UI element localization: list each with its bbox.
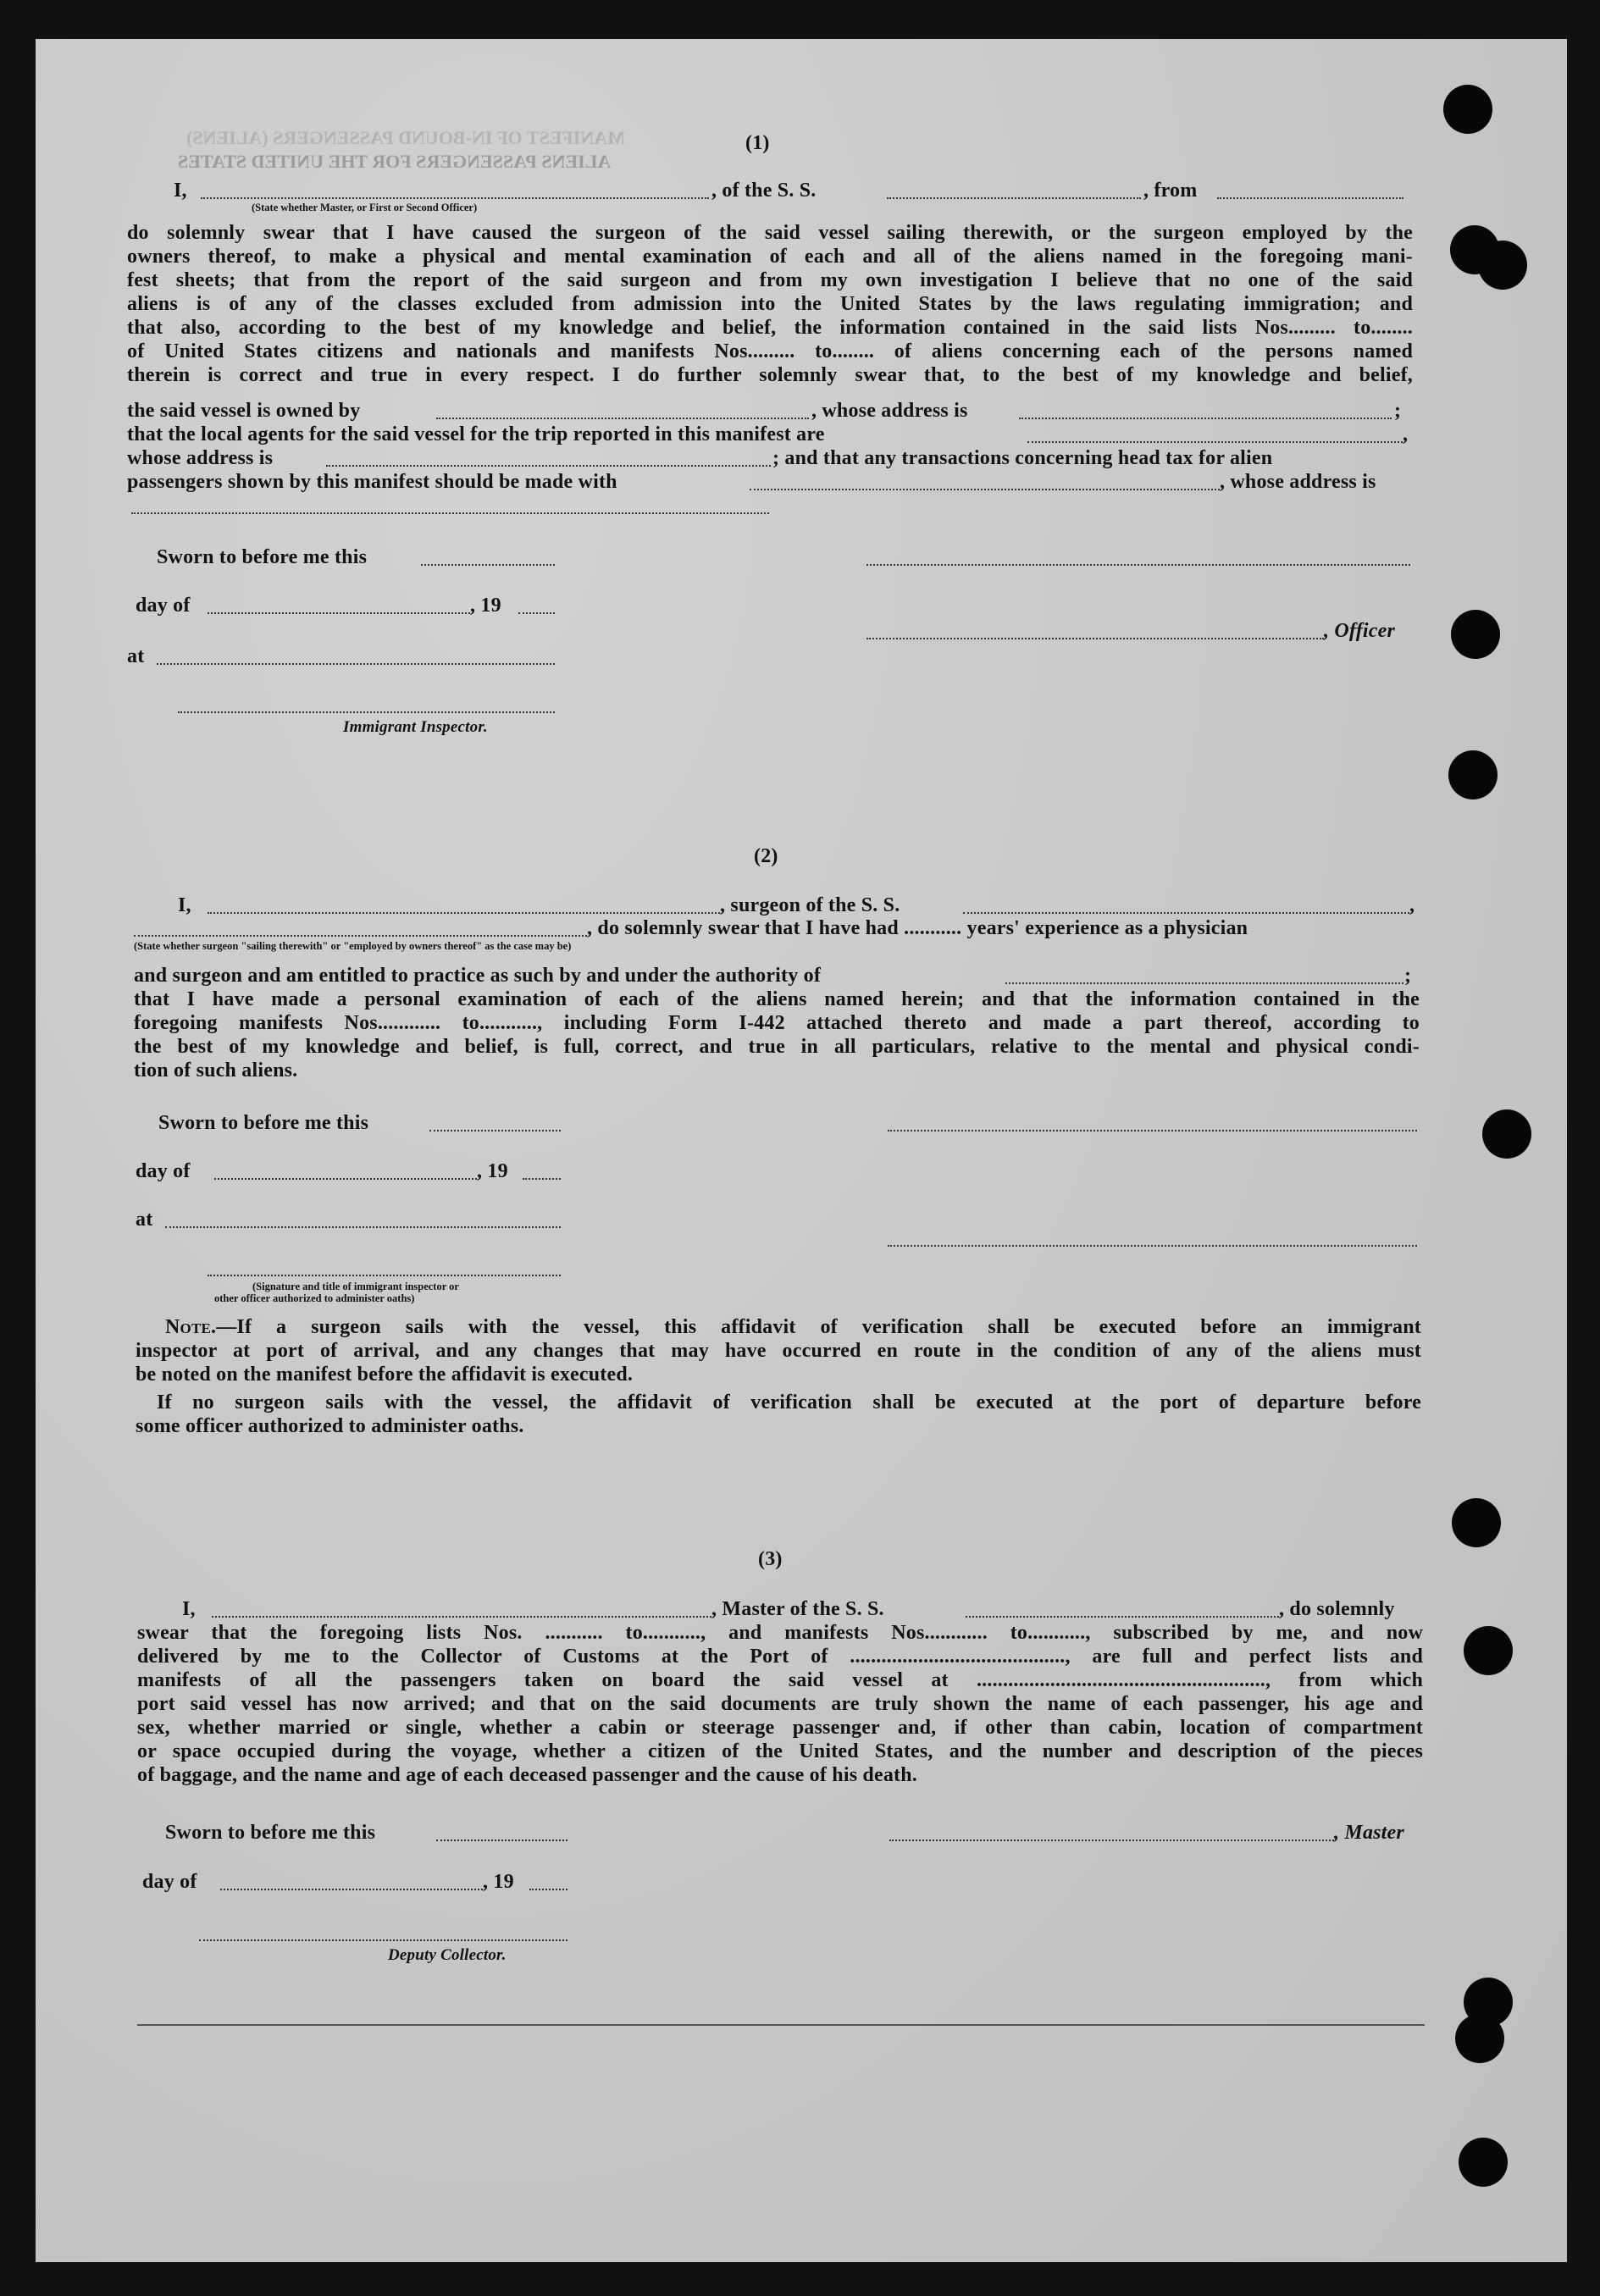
text-line: that also, according to the best of my knowledge and belief, the information contained in the said lists Nos......... to........ xyxy=(127,317,1413,339)
form-text: , 19 xyxy=(470,595,501,617)
blank-line xyxy=(1005,982,1403,984)
text-line: inspector at port of arrival, and any changes that may have occurred en route in the condition of any of the aliens must xyxy=(136,1340,1421,1362)
text-line: or space occupied during the voyage, whether a citizen of the United States, and the number and description of the pieces xyxy=(137,1740,1423,1762)
blank-line xyxy=(214,1178,477,1180)
blank-line xyxy=(750,489,1220,490)
punch-hole xyxy=(1455,2014,1504,2063)
form-text: that the local agents for the said vessel for the trip reported in this manifest are xyxy=(127,423,825,445)
text-line: be noted on the manifest before the affidavit is executed. xyxy=(136,1364,634,1386)
punch-hole xyxy=(1478,241,1527,290)
signature-line xyxy=(199,1939,567,1941)
text-line xyxy=(165,1315,1421,1339)
blank-line xyxy=(131,512,769,514)
blank-line xyxy=(518,612,555,614)
paragraph-2 xyxy=(134,988,1420,1059)
text-line: tion of such aliens. xyxy=(134,1059,298,1082)
master-label: , Master xyxy=(1334,1822,1404,1844)
blank-line xyxy=(212,1616,711,1618)
form-text: and surgeon and am entitled to practice as such by and under the authority of xyxy=(134,965,822,987)
text-line: foregoing manifests Nos............ to..........., including Form I-442 attached thereto and made a part thereof, according to xyxy=(134,1012,1420,1034)
signature-line xyxy=(866,638,1324,639)
paragraph-1 xyxy=(127,221,1413,387)
blank-line xyxy=(529,1889,567,1890)
text-line: aliens is of any of the classes excluded from admission into the United States by the laws regulating immigration; and xyxy=(127,293,1413,315)
blank-line xyxy=(421,564,555,566)
blank-line xyxy=(326,465,771,467)
blank-line xyxy=(134,935,587,937)
text-line: owners thereof, to make a physical and mental examination of each and all of the aliens named in the foregoing mani- xyxy=(127,246,1413,268)
paragraph-3 xyxy=(137,1621,1423,1763)
form-text: , do solemnly xyxy=(1279,1598,1395,1620)
note-paragraph xyxy=(136,1339,1421,1363)
place-label: at xyxy=(136,1209,153,1231)
bleed-through-stamp: MANIFEST OF IN-BOUND PASSENGERS (ALIENS) xyxy=(186,127,625,148)
section-number: (2) xyxy=(754,845,778,867)
form-text: ; xyxy=(1404,965,1412,987)
text-line: the best of my knowledge and belief, is full, correct, and true in all particulars, relative to the mental and physical condi- xyxy=(134,1036,1420,1058)
blank-line xyxy=(523,1178,561,1180)
form-text: , do solemnly swear that I have had ........... years' experience as a physician xyxy=(587,917,1248,939)
date-label: day of xyxy=(136,1160,191,1182)
sworn-label: Sworn to before me this xyxy=(157,546,368,568)
signature-line xyxy=(208,1275,561,1276)
note-paragraph xyxy=(157,1391,1421,1414)
officer-label: , Officer xyxy=(1324,620,1395,642)
punch-hole xyxy=(1464,1626,1513,1675)
text-line: swear that the foregoing lists Nos. ........... to..........., and manifests Nos............ to..........., subscribed by me, and now xyxy=(137,1622,1423,1644)
punch-hole xyxy=(1443,85,1492,134)
form-text: , 19 xyxy=(483,1871,514,1893)
form-text: I, xyxy=(178,894,191,916)
signature-line xyxy=(178,711,555,713)
form-text: , surgeon of the S. S. xyxy=(720,894,900,916)
note-paragraph xyxy=(165,1315,1421,1339)
signature-line xyxy=(888,1130,1417,1131)
note-text: —If a surgeon sails with the vessel, this affidavit of verification shall be executed before an immigrant xyxy=(216,1316,1421,1338)
note-label: Note. xyxy=(165,1316,217,1338)
form-text: ; and that any transactions concerning head tax for alien xyxy=(772,447,1273,469)
signature-line xyxy=(866,564,1410,566)
form-text: I, xyxy=(182,1598,196,1620)
blank-line xyxy=(1019,418,1392,419)
form-text: the said vessel is owned by xyxy=(127,400,361,422)
blank-line xyxy=(220,1889,483,1890)
blank-line xyxy=(429,1130,561,1131)
bottom-rule xyxy=(137,2024,1425,2026)
field-note: (State whether Master, or First or Second Officer) xyxy=(252,202,478,213)
blank-line xyxy=(208,612,470,614)
form-text: , whose address is xyxy=(811,400,968,422)
text-line: delivered by me to the Collector of Customs at the Port of ........................................., are full and perfect lists and xyxy=(137,1646,1423,1668)
section-number: (1) xyxy=(745,132,770,154)
form-text: whose address is xyxy=(127,447,274,469)
bleed-through-stamp: ALIENS PASSENGERS FOR THE UNITED STATES xyxy=(178,151,612,172)
form-text: , 19 xyxy=(477,1160,508,1182)
text-line: If no surgeon sails with the vessel, the affidavit of verification shall be executed at the port of departure before xyxy=(157,1391,1421,1414)
blank-line xyxy=(1217,197,1403,199)
inspector-label: Immigrant Inspector. xyxy=(343,718,488,736)
punch-hole xyxy=(1451,610,1500,659)
blank-line xyxy=(436,1840,567,1841)
signature-line xyxy=(888,1245,1417,1247)
text-line: fest sheets; that from the report of the said surgeon and from my own investigation I believe that no one of the said xyxy=(127,269,1413,291)
text-line: of baggage, and the name and age of each deceased passenger and the cause of his death. xyxy=(137,1764,917,1786)
punch-hole xyxy=(1448,750,1498,799)
blank-line xyxy=(963,912,1409,914)
text-line: sex, whether married or single, whether a cabin or steerage passenger and, if other than cabin, location of compartment xyxy=(137,1717,1423,1739)
text-line: that I have made a personal examination of each of the aliens named herein; and that the information contained in the xyxy=(134,988,1420,1010)
field-note: (State whether surgeon "sailing therewith" or "employed by owners thereof" as the case may be) xyxy=(134,940,572,952)
blank-line xyxy=(201,197,709,199)
form-text: ; xyxy=(1394,400,1402,422)
sworn-label: Sworn to before me this xyxy=(165,1822,376,1844)
deputy-label: Deputy Collector. xyxy=(388,1946,507,1964)
form-text: , Master of the S. S. xyxy=(711,1598,884,1620)
form-text: , xyxy=(1409,894,1415,916)
place-label: at xyxy=(127,645,145,667)
form-text: , xyxy=(1403,423,1409,445)
form-text: passengers shown by this manifest should be made with xyxy=(127,471,617,493)
text-line: port said vessel has now arrived; and that on the said documents are truly shown the name of each passenger, his age and xyxy=(137,1693,1423,1715)
text-line: manifests of all the passengers taken on board the said vessel at ......................................................., from which xyxy=(137,1669,1423,1691)
blank-line xyxy=(165,1226,561,1228)
form-text: I, xyxy=(174,180,187,202)
punch-hole xyxy=(1482,1109,1531,1159)
date-label: day of xyxy=(142,1871,197,1893)
field-note: (Signature and title of immigrant inspector or xyxy=(252,1281,459,1292)
field-note: other officer authorized to administer oaths) xyxy=(214,1292,415,1304)
text-line: some officer authorized to administer oaths. xyxy=(136,1415,524,1437)
punch-hole xyxy=(1452,1498,1501,1547)
blank-line xyxy=(887,197,1141,199)
form-text: , from xyxy=(1143,180,1198,202)
blank-line xyxy=(157,663,555,665)
date-label: day of xyxy=(136,595,191,617)
section-number: (3) xyxy=(758,1548,783,1570)
text-line: therein is correct and true in every respect. I do further solemnly swear that, to the best of my knowledge and belief, xyxy=(127,364,1413,386)
blank-line xyxy=(436,418,809,419)
blank-line xyxy=(966,1616,1279,1618)
form-text: , of the S. S. xyxy=(711,180,817,202)
blank-line xyxy=(208,912,720,914)
blank-line xyxy=(1027,441,1403,443)
sworn-label: Sworn to before me this xyxy=(158,1112,369,1134)
punch-hole xyxy=(1459,2138,1508,2187)
text-line: of United States citizens and nationals and manifests Nos......... to........ of aliens concerning each of the persons named xyxy=(127,340,1413,362)
text-line: do solemnly swear that I have caused the surgeon of the said vessel sailing therewith, or the surgeon employed by the xyxy=(127,222,1413,244)
signature-line xyxy=(889,1840,1334,1841)
form-text: , whose address is xyxy=(1220,471,1376,493)
